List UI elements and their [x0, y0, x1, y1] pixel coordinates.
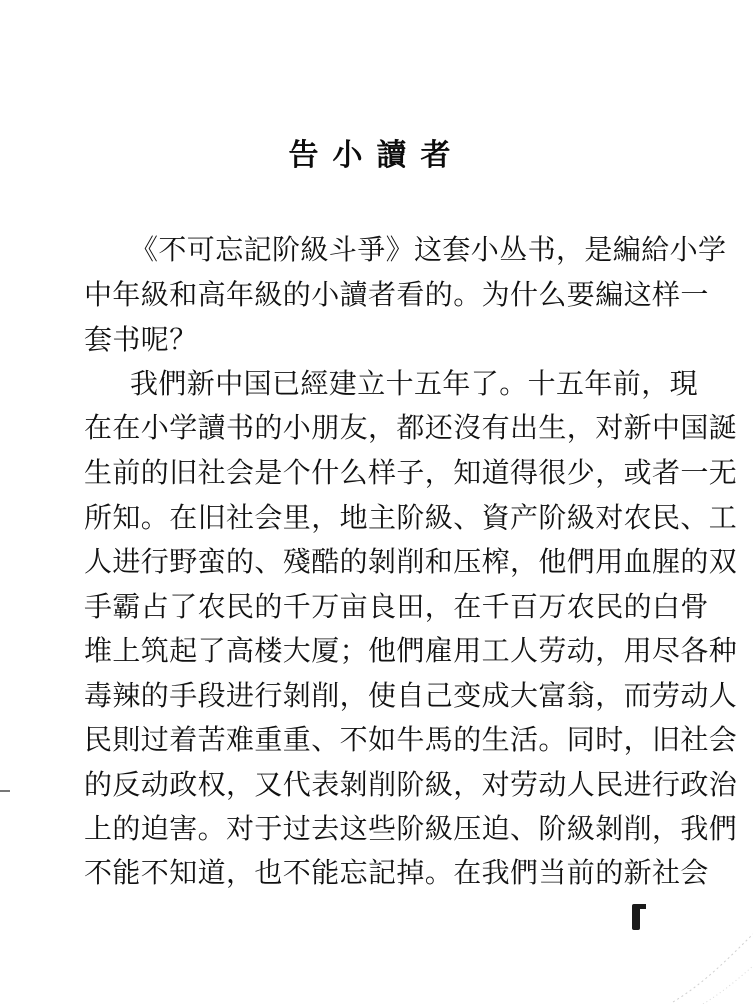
text-line: 民則过着苦难重重、不如牛馬的生活。同时，旧社会 — [84, 723, 738, 756]
text-line: 我們新中国已經建立十五年了。十五年前，現 — [130, 367, 699, 400]
text-line: 手霸占了农民的千万亩良田，在千百万农民的白骨 — [84, 590, 709, 623]
text-line: 套书呢？ — [84, 323, 198, 356]
text-line: 中年級和高年級的小讀者看的。为什么要編这样一 — [84, 278, 709, 311]
text-line: 毒辣的手段进行剝削，使自己变成大富翁，而劳动人 — [84, 679, 738, 712]
text-line: 生前的旧社会是个什么样子，知道得很少，或者一无 — [84, 456, 738, 489]
scan-smudge — [633, 914, 753, 1004]
text-line: 《不可忘記阶級斗爭》这套小丛书，是編給小学 — [130, 233, 727, 266]
text-line: 的反动政权，又代表剝削阶級，对劳动人民进行政治 — [84, 768, 738, 801]
text-line: 堆上筑起了高楼大厦；他們雇用工人劳动，用尽各种 — [84, 634, 738, 667]
page-title: 告小讀者 — [288, 138, 465, 173]
text-line: 人进行野蛮的、殘酷的剝削和压榨，他們用血腥的双 — [84, 545, 738, 578]
text-line: 在在小学讀书的小朋友，都还沒有出生，对新中国誕 — [84, 411, 738, 444]
scan-edge-mark — [0, 790, 10, 792]
text-line: 所知。在旧社会里，地主阶級、資产阶級对农民、工 — [84, 501, 738, 534]
text-line: 上的迫害。对于过去这些阶級压迫、阶級剝削，我們 — [84, 812, 738, 845]
text-line: 不能不知道，也不能忘記掉。在我們当前的新社会 — [84, 856, 709, 889]
